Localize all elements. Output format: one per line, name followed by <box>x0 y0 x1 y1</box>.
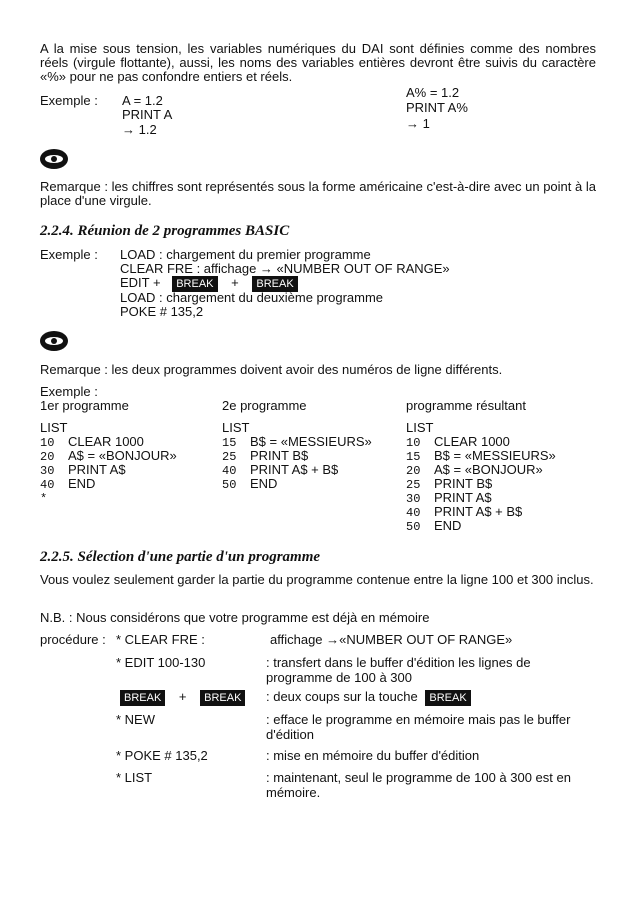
code-line: * <box>40 492 48 506</box>
example1-right-line: → 1 <box>406 116 430 131</box>
list-label: LIST <box>406 420 434 435</box>
step-description <box>266 689 471 706</box>
code-line: 15 B$ = «MESSIEURS» <box>406 448 556 464</box>
code-line: 10 CLEAR 1000 <box>406 434 510 450</box>
break-key: BREAK <box>252 276 297 292</box>
step-description: : mise en mémoire du buffer d'édition <box>266 748 480 763</box>
break-key: BREAK <box>425 690 470 706</box>
code-line: 15 B$ = «MESSIEURS» <box>222 434 372 450</box>
example2-label: Exemple : <box>40 384 98 399</box>
code-line: 30 PRINT A$ <box>406 490 492 506</box>
nb-note: N.B. : Nous considérons que votre programme est déjà en mémoire <box>40 610 430 625</box>
break-key: BREAK <box>120 690 165 706</box>
step-break-keys <box>120 689 245 706</box>
col2-title: 2e programme <box>222 398 307 413</box>
step-command: * EDIT 100-130 <box>116 655 206 670</box>
code-line: 50 END <box>406 518 462 534</box>
example1-label: Exemple : <box>40 93 98 108</box>
col3-title: programme résultant <box>406 398 526 413</box>
procedure-label: procédure : <box>40 632 106 647</box>
example1-right-line: A% = 1.2 <box>406 85 460 100</box>
section-225-title: 2.2.5. Sélection d'une partie d'un programme <box>40 549 321 565</box>
break-key: BREAK <box>172 276 217 292</box>
col2-code <box>222 434 372 490</box>
example1-left-line: A = 1.2 <box>122 93 163 108</box>
eye-icon <box>40 331 68 351</box>
section-224-line: POKE # 135,2 <box>120 304 204 319</box>
list-label: LIST <box>40 420 68 435</box>
step-text: : deux coups sur la touche <box>266 689 418 704</box>
section-224-line: LOAD : chargement du premier programme <box>120 247 371 262</box>
col1-code <box>40 434 177 504</box>
example1-right-line: PRINT A% <box>406 100 468 115</box>
step-command: * NEW <box>116 712 155 727</box>
break-key: BREAK <box>200 690 245 706</box>
step-description: : transfert dans le buffer d'édition les lignes de programme de 100 à 300 <box>266 655 531 685</box>
example1-left-line: → 1.2 <box>122 122 157 137</box>
plus-sign: + <box>231 275 239 290</box>
code-line: 40 END <box>40 476 96 492</box>
step-description: : maintenant, seul le programme de 100 à 300 est en mémoire. <box>266 770 571 800</box>
code-line: 40 PRINT A$ + B$ <box>222 462 339 478</box>
remark1: Remarque : les chiffres sont représentés sous la forme américaine c'est-à-dire avec un point à la place d'une virgule. <box>40 179 596 208</box>
section-225-intro: Vous voulez seulement garder la partie du programme contenue entre la ligne 100 et 300 inclus. <box>40 572 594 587</box>
example1-left-line: PRINT A <box>122 107 173 122</box>
section-224-title: 2.2.4. Réunion de 2 programmes BASIC <box>40 223 290 239</box>
code-line: 50 END <box>222 476 278 492</box>
code-line: 25 PRINT B$ <box>406 476 493 492</box>
section-224-label: Exemple : <box>40 247 98 262</box>
remark2: Remarque : les deux programmes doivent avoir des numéros de ligne différents. <box>40 362 503 377</box>
code-line: 20 A$ = «BONJOUR» <box>40 448 177 464</box>
list-label: LIST <box>222 420 250 435</box>
code-line: 30 PRINT A$ <box>40 462 126 478</box>
code-line: 10 CLEAR 1000 <box>40 434 144 450</box>
code-line: 40 PRINT A$ + B$ <box>406 504 523 520</box>
step-description: : efface le programme en mémoire mais pas le buffer d'édition <box>266 712 571 742</box>
section-224-line: LOAD : chargement du deuxième programme <box>120 290 384 305</box>
step-description: affichage →«NUMBER OUT OF RANGE» <box>270 632 513 647</box>
step-command: * POKE # 135,2 <box>116 748 208 763</box>
step-command: * CLEAR FRE : <box>116 632 205 647</box>
code-line: 20 A$ = «BONJOUR» <box>406 462 543 478</box>
col3-code <box>406 434 556 532</box>
intro-paragraph: A la mise sous tension, les variables numériques du DAI sont définies comme des nombres réels (virgule flottante), aussi, les noms des variables entières devront être suivis du caractère «%» pour ne pas confondre entiers et réels. <box>40 41 596 84</box>
section-224-line: CLEAR FRE : affichage → «NUMBER OUT OF RANGE» <box>120 261 450 276</box>
col1-title: 1er programme <box>40 398 129 413</box>
edit-text: EDIT + <box>120 275 161 290</box>
step-command: * LIST <box>116 770 153 785</box>
code-line: 25 PRINT B$ <box>222 448 309 464</box>
eye-icon <box>40 149 68 169</box>
plus-sign: + <box>178 689 187 704</box>
